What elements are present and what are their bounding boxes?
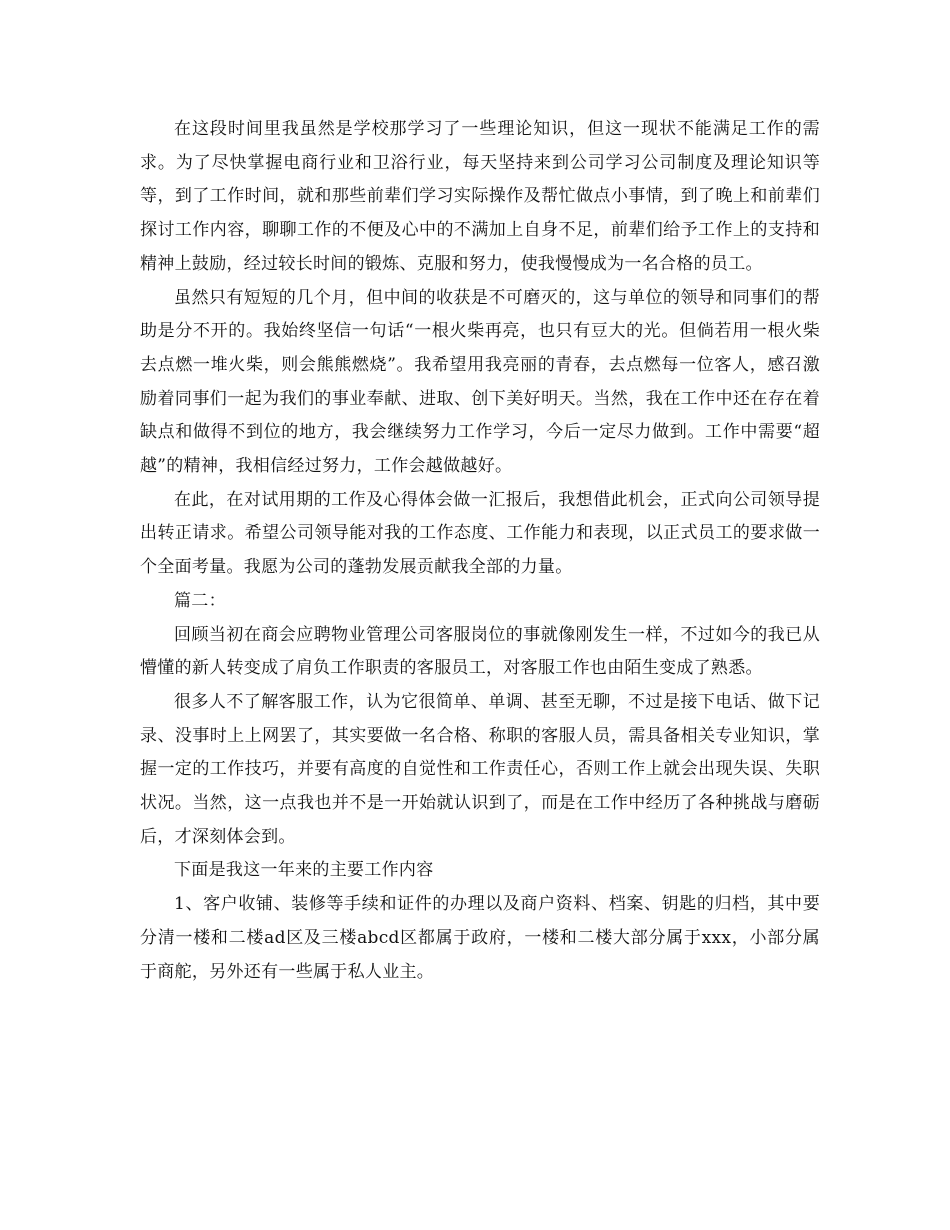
paragraph-6: 下面是我这一年来的主要工作内容 (174, 860, 434, 881)
paragraph-5: 很多人不了解客服工作，认为它很简单、单调、甚至无聊，不过是接下电话、做下记录、没事时上上网罢了，其实要做一名合格、称职的客服人员，需具备相关专业知识，掌握一定的工作技巧，并要有高度的自觉性和工作责任心，否则工作上就会出现失误、失职状况。当然，这一点我也并不是一开始就认识到了，而是在工作中经历了各种挑战与磨砺后，才深刻体会到。 (140, 691, 820, 847)
paragraph-4: 回顾当初在商会应聘物业管理公司客服岗位的事就像刚发生一样，不过如今的我已从懵懂的新人转变成了肩负工作职责的客服员工，对客服工作也由陌生变成了熟悉。 (140, 624, 820, 679)
paragraph-1: 在这段时间里我虽然是学校那学习了一些理论知识，但这一现状不能满足工作的需求。为了尽快掌握电商行业和卫浴行业，每天坚持来到公司学习公司制度及理论知识等等，到了工作时间，就和那些前辈们学习实际操作及帮忙做点小事情，到了晚上和前辈们探讨工作内容，聊聊工作的不便及心中的不满加上自身不足，前辈们给予工作上的支持和精神上鼓励，经过较长时间的锻炼、克服和努力，使我慢慢成为一名合格的员工。 (140, 119, 820, 274)
document-body (140, 113, 820, 989)
paragraph-7: 1、客户收铺、装修等手续和证件的办理以及商户资料、档案、钥匙的归档，其中要分清一楼和二楼ad区及三楼abcd区都属于政府，一楼和二楼大部分属于xxx，小部分属于商舵，另外还有一些属于私人业主。 (140, 894, 820, 982)
section-heading: 篇二： (174, 590, 226, 611)
paragraph-3: 在此，在对试用期的工作及心得体会做一汇报后，我想借此机会，正式向公司领导提出转正请求。希望公司领导能对我的工作态度、工作能力和表现，以正式员工的要求做一个全面考量。我愿为公司的蓬勃发展贡献我全部的力量。 (140, 489, 820, 578)
paragraph-2: 虽然只有短短的几个月，但中间的收获是不可磨灭的，这与单位的领导和同事们的帮助是分不开的。我始终坚信一句话“一根火柴再亮，也只有豆大的光。但倘若用一根火柴去点燃一堆火柴，则会熊熊燃烧”。我希望用我亮丽的青春，去点燃每一位客人，感召激励着同事们一起为我们的事业奉献、进取、创下美好明天。当然，我在工作中还在存在着缺点和做得不到位的地方，我会继续努力工作学习，今后一定尽力做到。工作中需要“超越”的精神，我相信经过努力，工作会越做越好。 (140, 287, 820, 477)
